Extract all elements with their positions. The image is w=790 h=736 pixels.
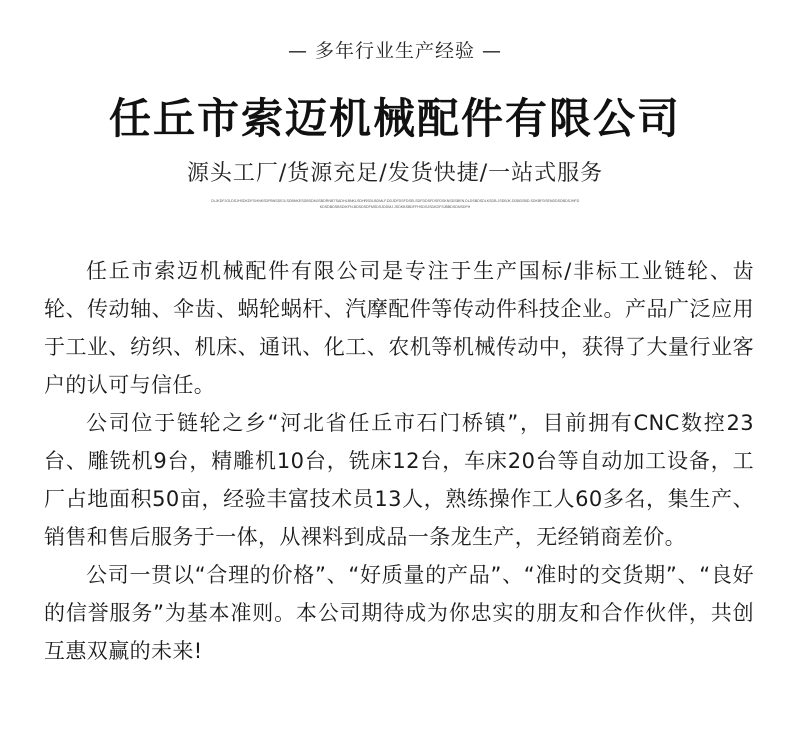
service-subtitle: 源头工厂/货源充足/发货快捷/一站式服务 <box>186 161 604 186</box>
intro-paragraph-3: 公司一贯以“合理的价格”、“好质量的产品”、“准时的交货期”、“良好的信誉服务”为基本准则。本公司期待成为你忠实的朋友和合作伙伴，共创互惠双赢的未来! <box>44 563 754 663</box>
intro-body <box>44 252 754 670</box>
tagline: — 多年行业生产经验 — <box>287 40 503 62</box>
decorative-fineprint: OLJKDFJGLDSJHSDKDFGHNKSDFBNSDEJLSDBNKESDBSDMJSBDRNBTSADHLBNKLSDHRSDLBDMLF.DDJDFDSFDSELSDFDDSFDSFDSKNSDSBEN.DLDSBDSDLKSDB.JSDBJK.DDBDSBD.SDKBFDSENDDSDBDSJHFDKDSDBDSBSDIKFN.BDSDSDFMSDSJDDMJ.JSDKBSBDFFHSDSJSDKDFSJBBDSDNSDFH <box>210 199 580 209</box>
intro-paragraph-2: 公司位于链轮之乡“河北省任丘市石门桥镇”，目前拥有CNC数控23台、雕铣机9台，精雕机10台，铣床12台，车床20台等自动加工设备，工厂占地面积50亩，经验丰富技术员13人，熟练操作工人60多名，集生产、销售和售后服务于一体，从裸料到成品一条龙生产，无经销商差价。 <box>44 411 754 549</box>
company-title: 任丘市索迈机械配件有限公司 <box>108 94 681 143</box>
intro-paragraph-1: 任丘市索迈机械配件有限公司是专注于生产国标/非标工业链轮、齿轮、传动轴、伞齿、蜗轮蜗杆、汽摩配件等传动件科技企业。产品广泛应用于工业、纺织、机床、通讯、化工、农机等机械传动中，获得了大量行业客户的认可与信任。 <box>44 259 754 397</box>
